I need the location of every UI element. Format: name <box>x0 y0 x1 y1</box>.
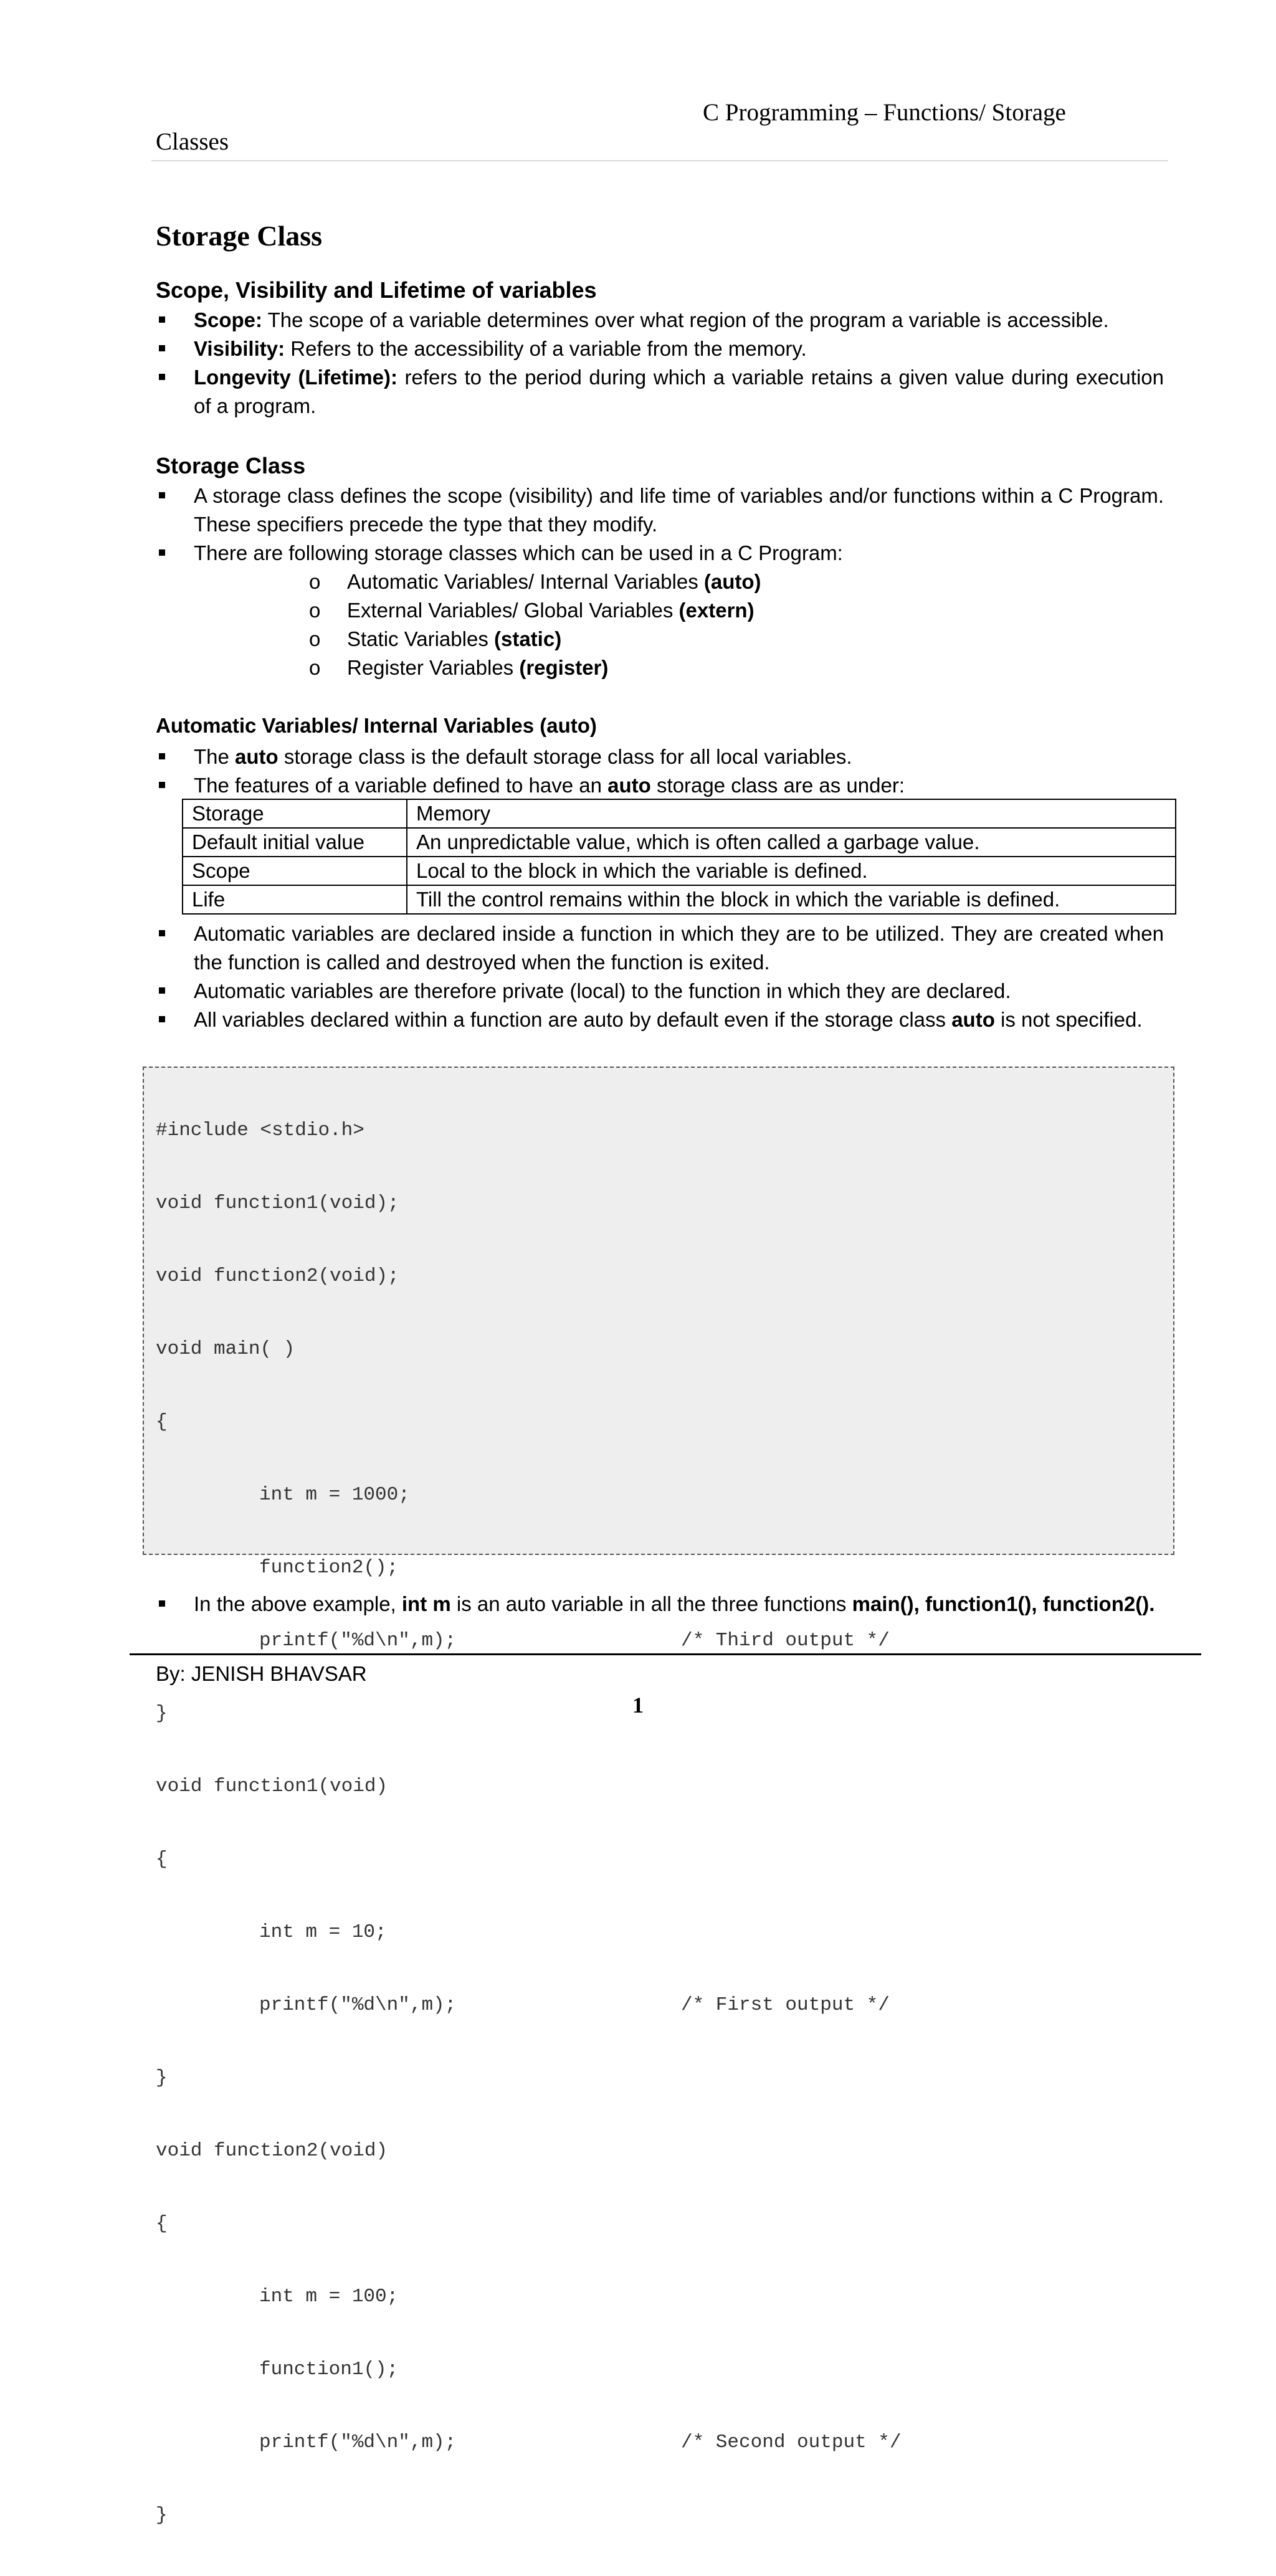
code-line: function1(); <box>259 2359 399 2380</box>
table-cell: Memory <box>407 799 1176 828</box>
auto-bullet-list <box>156 743 1164 800</box>
list-item <box>156 363 1164 421</box>
bullet-keyword: main(), function1(), function2(). <box>852 1592 1155 1615</box>
code-line: void function2(void) <box>156 2140 388 2162</box>
example-note-list <box>156 1590 1164 1618</box>
list-item <box>156 1590 1164 1618</box>
bullet-text: is an auto variable in all the three functions <box>450 1592 852 1615</box>
bullet-text: is not specified. <box>994 1008 1143 1031</box>
code-line: } <box>156 2504 168 2526</box>
bullet-text: The <box>194 745 236 768</box>
table-cell: Default initial value <box>183 828 407 857</box>
list-item: Automatic variables are declared inside a function in which they are to be utilized. They are created when the function is called and destroyed when the function is exited. <box>156 920 1164 977</box>
page-title: Storage Class <box>156 220 323 252</box>
bullet-text: There are following storage classes which can be used in a C Program: <box>194 541 843 564</box>
code-line: void function1(void) <box>156 1775 388 1797</box>
table-cell: Storage <box>183 799 407 828</box>
code-line: void function2(void); <box>156 1265 399 1287</box>
table-cell: Local to the block in which the variable is defined. <box>407 857 1176 885</box>
table-cell: An unpredictable value, which is often called a garbage value. <box>407 828 1176 857</box>
bullet-text: storage class is the default storage class for all local variables. <box>278 745 852 768</box>
list-item <box>156 539 1164 682</box>
code-statement: printf("%d\n",m); <box>259 1994 457 2016</box>
bullet-text: All variables declared within a function are auto by default even if the storage class <box>194 1008 952 1031</box>
code-line: void function1(void); <box>156 1192 399 1214</box>
code-line <box>156 2430 1173 2455</box>
bullet-term: Scope: <box>194 308 263 331</box>
list-item: A storage class defines the scope (visibility) and life time of variables and/or functions within a C Program. These specifiers precede the type that they modify. <box>156 482 1164 539</box>
list-item <box>309 654 1164 682</box>
table-cell: Scope <box>183 857 407 885</box>
page-number: 1 <box>632 1693 644 1718</box>
class-name: External Variables/ Global Variables <box>347 599 679 622</box>
code-line <box>156 1628 1173 1653</box>
code-line: int m = 10; <box>259 1921 387 1943</box>
list-item <box>156 771 1164 800</box>
bullet-text: refers to the period during which a variable retains a given value during execution of a program. <box>194 366 1164 417</box>
code-line: void main( ) <box>156 1338 295 1360</box>
list-item <box>156 306 1164 335</box>
bullet-text: storage class are as under: <box>650 774 905 797</box>
list-item <box>309 625 1164 654</box>
bullet-text: The features of a variable defined to have an <box>194 774 608 797</box>
header-title-continued: Classes <box>156 128 229 155</box>
code-line <box>156 1993 1173 2017</box>
code-line: } <box>156 2067 168 2089</box>
footer-rule <box>130 1653 1201 1655</box>
storage-class-types-list <box>194 568 1164 682</box>
bullet-keyword: auto <box>951 1008 995 1031</box>
storage-class-bullet-list <box>156 482 1164 682</box>
class-keyword: (auto) <box>703 570 761 593</box>
bullet-keyword: auto <box>607 774 651 797</box>
section-heading-storage-class: Storage Class <box>156 453 306 478</box>
list-item <box>156 1005 1164 1034</box>
section-auto-details <box>156 920 1164 1034</box>
table-cell: Till the control remains within the block in which the variable is defined. <box>407 885 1176 914</box>
bullet-text: The scope of a variable determines over what region of the program a variable is accessible. <box>262 308 1109 331</box>
header-title: C Programming – Functions/ Storage <box>703 99 1066 126</box>
section-scope-body <box>156 306 1164 421</box>
section-auto-intro <box>156 743 1164 800</box>
bullet-term: Visibility: <box>194 337 285 360</box>
section-example-note <box>156 1590 1164 1618</box>
code-line: function2(); <box>259 1557 399 1579</box>
table-row <box>183 828 1176 857</box>
code-statement: printf("%d\n",m); <box>259 1630 457 1652</box>
code-statement: printf("%d\n",m); <box>259 2431 457 2453</box>
code-line: int m = 100; <box>259 2286 399 2307</box>
code-line: { <box>156 1848 168 1870</box>
class-keyword: (register) <box>519 656 609 679</box>
list-item <box>156 743 1164 771</box>
table-row <box>183 799 1176 828</box>
section-heading-scope: Scope, Visibility and Lifetime of variables <box>156 277 597 303</box>
code-line: { <box>156 2213 168 2235</box>
class-keyword: (static) <box>494 627 562 650</box>
code-line: int m = 1000; <box>259 1484 410 1506</box>
bullet-text: Refers to the accessibility of a variable from the memory. <box>285 337 807 360</box>
list-item <box>309 596 1164 625</box>
list-item: Automatic variables are therefore private (local) to the function in which they are declared. <box>156 977 1164 1005</box>
code-comment: /* Third output */ <box>681 1630 890 1652</box>
class-name: Register Variables <box>347 656 520 679</box>
list-item <box>156 335 1164 363</box>
code-comment: /* First output */ <box>681 1994 890 2016</box>
class-name: Static Variables <box>347 627 494 650</box>
section-storage-class-body <box>156 482 1164 682</box>
bullet-keyword: int m <box>401 1592 451 1615</box>
code-comment: /* Second output */ <box>681 2431 902 2453</box>
code-line: { <box>156 1411 168 1433</box>
table-cell: Life <box>183 885 407 914</box>
code-line: } <box>156 1703 168 1724</box>
bullet-keyword: auto <box>235 745 279 768</box>
auto-details-list <box>156 920 1164 1034</box>
footer-author: By: JENISH BHAVSAR <box>156 1662 367 1685</box>
table-row <box>183 857 1176 885</box>
class-keyword: (extern) <box>678 599 755 622</box>
code-line: #include <stdio.h> <box>156 1119 364 1141</box>
table-row <box>183 885 1176 914</box>
scope-bullet-list <box>156 306 1164 421</box>
bullet-term: Longevity (Lifetime): <box>194 366 398 389</box>
list-item <box>309 568 1164 596</box>
bullet-text: In the above example, <box>194 1592 402 1615</box>
section-heading-auto: Automatic Variables/ Internal Variables (auto) <box>156 714 597 737</box>
class-name: Automatic Variables/ Internal Variables <box>347 570 704 593</box>
auto-features-table <box>182 799 1176 915</box>
header-rule <box>151 160 1168 161</box>
